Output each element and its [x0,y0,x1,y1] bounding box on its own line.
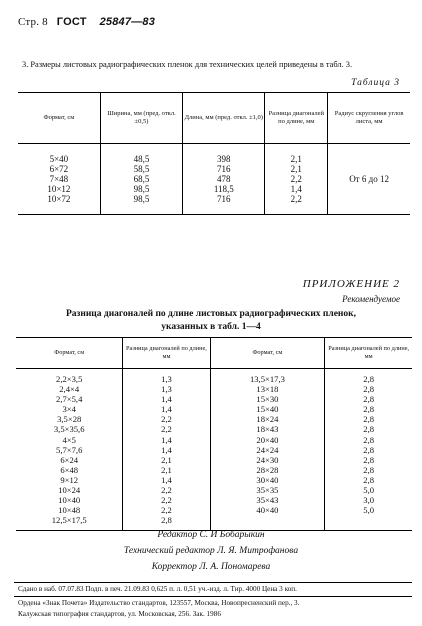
table-cell: 6×24 [60,454,79,465]
table-cell: 1,3 [161,374,172,384]
table-cell: 30×40 [256,474,279,485]
table-cell: 5,7×7,6 [56,444,83,455]
table4-header-diag-left: Разница диагоналей по длине, мм [123,338,210,369]
table-cell: 3×4 [62,404,76,415]
table-cell: 15×40 [256,404,279,415]
table3-col-radius: От 6 до 12 [328,144,410,215]
table4-body [16,369,412,531]
table-cell: 1,4 [161,394,172,405]
table3-col-length [183,144,265,215]
table3-col-width [100,144,182,215]
table4-col-diag-left [123,369,210,531]
table-cell: 2,8 [363,384,375,395]
table-cell: 1,4 [161,444,172,455]
footer-divider-bottom [14,596,412,597]
intro-paragraph: 3. Размеры листовых радиографических пленок для технических целей приведены в табл. 3. [22,60,353,69]
table-cell: 1,4 [161,474,172,485]
table-cell: 13×18 [256,384,279,395]
table-cell: 2,8 [363,464,375,475]
page-header [18,16,155,28]
table4-header-diag-right: Разница диагоналей по длине, мм [325,338,412,369]
table-cell: 2,8 [363,424,375,435]
footer-publisher-line2: Калужская типография стандартов, ул. Московская, 256. Зак. 1986 [18,610,221,618]
table4-col-format-left [16,369,123,531]
credit-corrector: Корректор Л. А. Пономарева [151,562,271,572]
table-cell: 10×72 [47,194,71,204]
table4-header-row [16,338,412,369]
table-cell: 1,4 [290,184,302,194]
table-cell: 5,0 [363,505,375,516]
table-cell: 3,5×28 [57,414,82,425]
table-cell: 2,1 [161,464,172,475]
table-cell: 18×43 [256,424,279,435]
table-cell: 2,4×4 [59,384,80,395]
table-cell: 2,8 [161,515,172,526]
table-cell: 2,2 [161,505,172,516]
table-cell: 716 [217,164,231,174]
standard-number: 25847—83 [99,16,156,28]
page-label: Стр. 8 [18,16,48,28]
table3-header-radius: Радиус скругления углов листа, мм [328,93,410,144]
table-cell: 478 [217,174,231,184]
table-cell: 18×24 [256,414,279,425]
table-cell: 10×40 [58,495,81,506]
table-cell: 15×30 [256,394,279,405]
table3-header-length: Длина, мм (пред. откл. ±1,0) [183,93,265,144]
appendix-note: Рекомендуемое [342,294,400,304]
table-cell: 398 [217,154,231,164]
table4-header-format-left: Формат, см [16,338,123,369]
table-cell: 10×12 [47,184,71,194]
table4-header-format-right: Формат, см [210,338,325,369]
table-cell: 3,5×35,6 [53,424,85,435]
table-cell: 2,2 [161,414,172,425]
table-cell: 2,1 [290,154,302,164]
table-cell: 68,5 [133,174,150,184]
appendix-title: ПРИЛОЖЕНИЕ 2 [302,278,400,290]
table3-header-width: Ширина, мм (пред. откл. ±0,5) [100,93,182,144]
table-cell: 2,8 [363,454,375,465]
footer-print-info: Сдано в наб. 07.07.83 Подп. в печ. 21.09.83 0,625 п. л. 0,51 уч.-изд. л. Тир. 4000 Цена 3 коп. [18,585,297,593]
table3-header-diag: Разница диагоналей по длине, мм [265,93,328,144]
table-cell: 5×40 [49,154,69,164]
table-cell: 2,7×5,4 [56,394,83,405]
table-cell: 24×30 [256,454,279,465]
table-cell: 3,0 [363,495,375,506]
table-cell: 2,2 [161,495,172,506]
table3-header-row [18,93,410,144]
footer-publisher [18,598,410,620]
footer-publisher-line1: Ордена «Знак Почета» Издательство стандартов, 123557, Москва, Новопресненский пер., 3. [18,599,300,607]
table3-col-format [18,144,100,215]
table-cell: 2,2×3,5 [56,374,83,384]
table4-col-diag-right [325,369,412,531]
table-cell: 48,5 [133,154,150,164]
table-cell: 2,8 [363,414,375,425]
table-3 [18,92,410,215]
table-cell: 98,5 [133,194,150,204]
credit-editor: Редактор С. И Бобарыкин [157,530,265,540]
table3-col-diag [265,144,328,215]
table-cell: 5,0 [363,485,375,496]
table-cell: 2,1 [290,164,302,174]
table-cell: 1,4 [161,404,172,415]
table4-col-format-right [210,369,325,531]
table-cell: 2,1 [161,454,172,465]
table-cell: 2,8 [363,404,375,415]
table-cell: 13,5×17,3 [249,374,285,384]
table4-title-line2: указанных в табл. 1—4 [161,322,261,332]
table-cell: 10×48 [58,505,81,516]
table-cell: 10×24 [58,485,81,496]
table-cell: 35×43 [256,495,279,506]
table-cell: 7×48 [49,174,69,184]
footer-divider-top [14,582,412,583]
table-cell: 4×5 [62,434,76,445]
standard-label: ГОСТ [56,16,87,28]
table-cell: 35×35 [256,485,279,496]
table-cell: 9×12 [60,474,79,485]
table-cell: 6×48 [60,464,79,475]
table-cell: 716 [217,194,231,204]
table-cell: 20×40 [256,434,279,445]
table3-header-format: Формат, см [18,93,100,144]
table4-title-line1: Разница диагоналей по длине листовых радиографических пленок, [65,309,357,319]
table-cell: 12,5×17,5 [51,515,87,526]
table-cell: 2,8 [363,374,375,384]
credit-tech-editor: Технический редактор Л. Я. Митрофанова [123,546,299,556]
table-cell: 2,8 [363,394,375,405]
table3-caption: Таблица 3 [351,78,400,88]
table-cell: 6×72 [49,164,69,174]
table-cell: 2,8 [363,444,375,455]
table-cell: 2,2 [290,174,302,184]
table-cell: 118,5 [213,184,234,194]
table-cell: 58,5 [133,164,150,174]
table-diagonals [16,337,412,531]
table3-body [18,144,410,215]
table-cell: 1,4 [161,434,172,445]
table-cell: 2,2 [290,194,302,204]
table-cell: 2,2 [161,485,172,496]
table-cell: 2,2 [161,424,172,435]
table4-title [20,308,402,334]
table-cell: 24×24 [256,444,279,455]
table-cell: 2,8 [363,434,375,445]
credits [0,527,422,575]
table-cell: 98,5 [133,184,150,194]
table-cell: 2,8 [363,474,375,485]
table-cell: 40×40 [256,505,279,516]
table-cell: 28×28 [256,464,279,475]
table-cell: 1,3 [161,384,172,395]
